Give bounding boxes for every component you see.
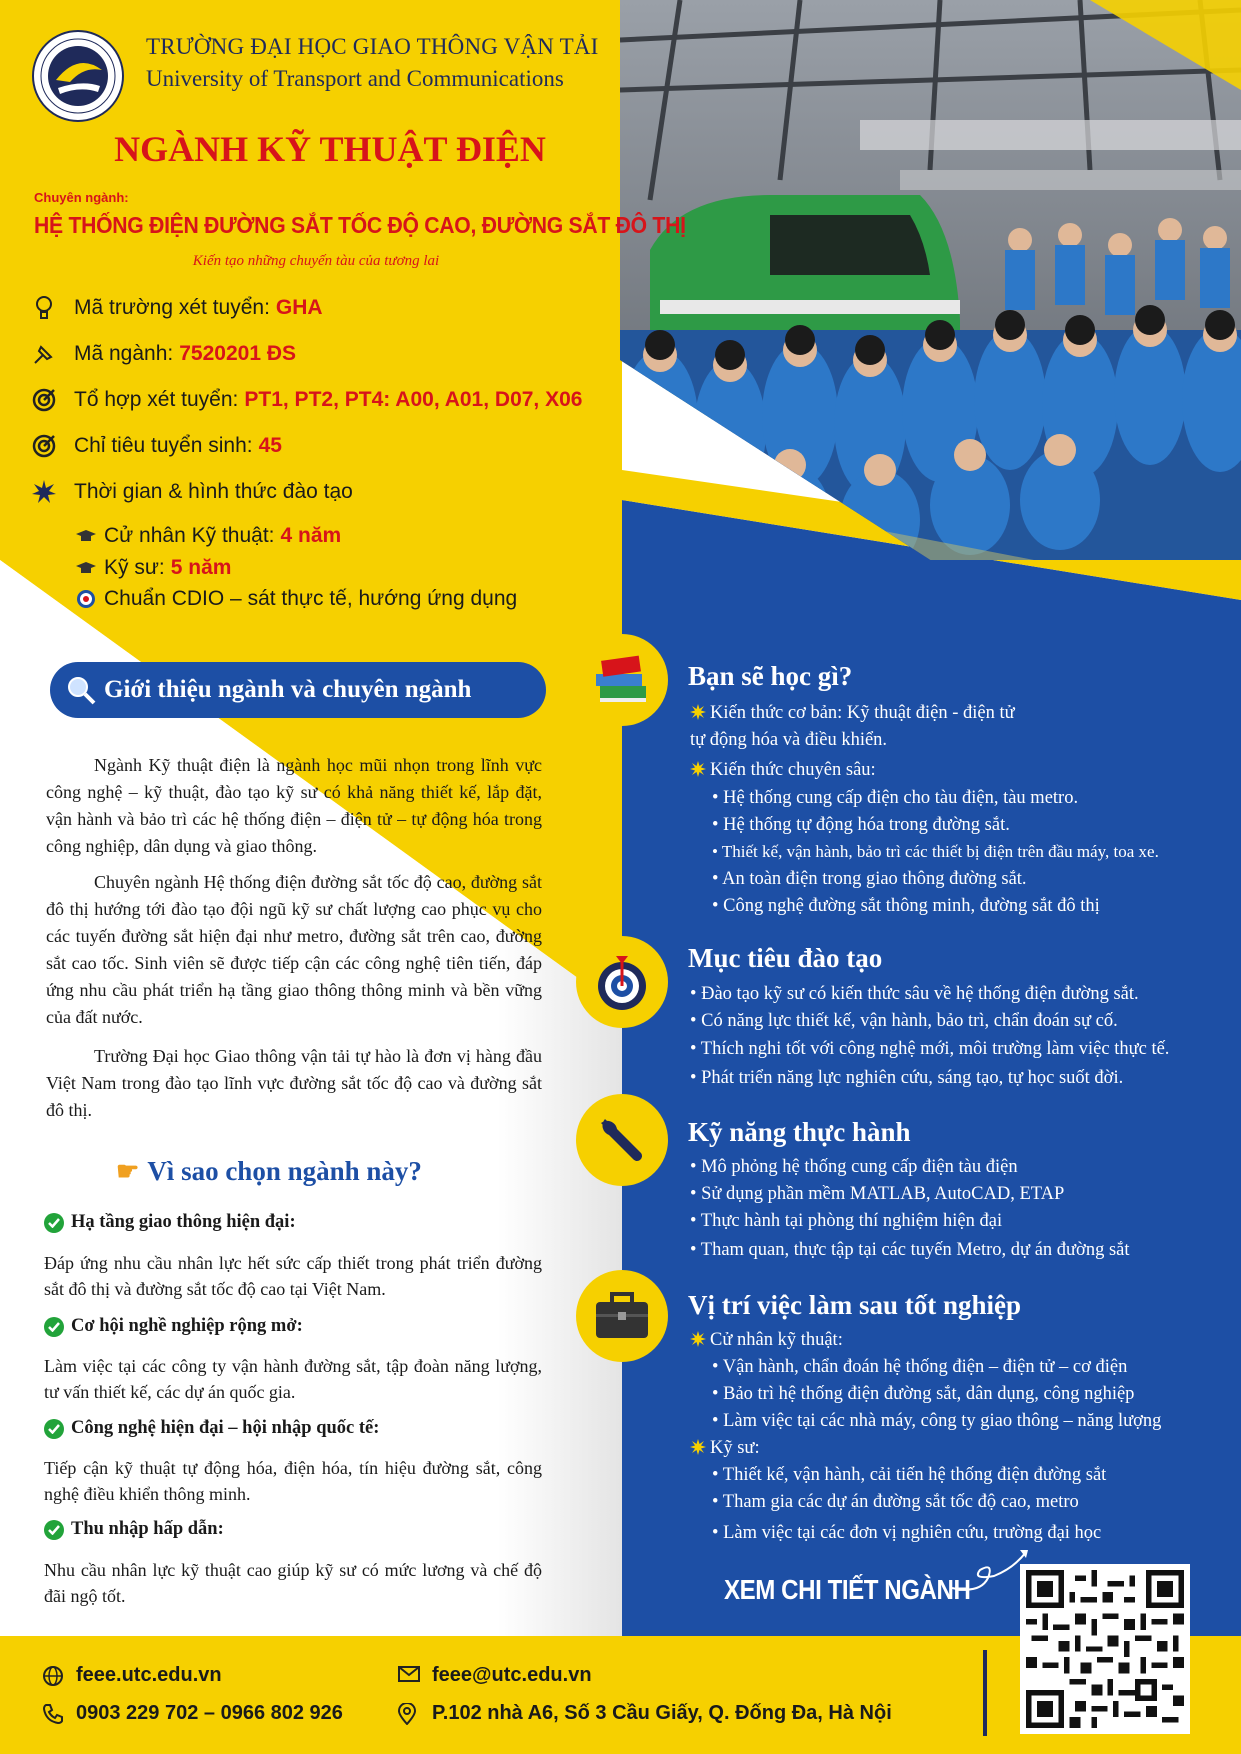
duration-row (30, 478, 353, 506)
school-name-vi: TRƯỜNG ĐẠI HỌC GIAO THÔNG VẬN TẢI (146, 34, 599, 59)
wrench-icon-circle (576, 1094, 668, 1186)
target-icon (30, 386, 58, 414)
learn-item: • Công nghệ đường sắt thông minh, đường sắt đô thị (712, 896, 1100, 916)
major-code-label: Mã ngành: (74, 342, 174, 365)
qr-code-image (1026, 1570, 1184, 1728)
location-pin-icon (398, 1703, 420, 1725)
target-icon (30, 432, 58, 460)
sun-icon (690, 761, 706, 777)
jobs-engineer: Kỹ sư: (690, 1438, 760, 1459)
jobs-item: • Tham gia các dự án đường sắt tốc độ cao, metro (712, 1492, 1079, 1512)
website-link[interactable]: feee.utc.edu.vn (42, 1664, 222, 1687)
check-icon (44, 1213, 64, 1233)
phone-link[interactable]: 0903 229 702 – 0966 802 926 (42, 1702, 343, 1725)
combo-row (30, 386, 582, 414)
engineer-years: 5 năm (170, 556, 232, 579)
why-item-heading: Thu nhập hấp dẫn: (44, 1519, 224, 1540)
jobs-bachelor: Cử nhân kỹ thuật: (690, 1330, 843, 1351)
learn-item: • Hệ thống cung cấp điện cho tàu điện, tàu metro. (712, 788, 1079, 808)
combo-label: Tổ hợp xét tuyển: (74, 388, 239, 411)
check-icon (44, 1317, 64, 1337)
quota-label: Chỉ tiêu tuyển sinh: (74, 434, 253, 457)
qr-code[interactable] (1020, 1564, 1190, 1734)
cdio-text: Chuẩn CDIO – sát thực tế, hướng ứng dụng (104, 587, 518, 610)
skill-item: • Tham quan, thực tập tại các tuyến Metro, dự án đường sắt (690, 1240, 1130, 1260)
specialization-name: HỆ THỐNG ĐIỆN ĐƯỜNG SẮT TỐC ĐỘ CAO, ĐƯỜNG SẮT ĐÔ THỊ (34, 212, 686, 238)
intro-paragraph-2: Chuyên ngành Hệ thống điện đường sắt tốc độ cao, đường sắt đô thị hướng tới đào tạo đội ngũ kỹ sư chất lượng cao phục vụ cho các tuyến đường sắt hiện đại như metro, đường sắt trên cao, đường sắt cao tốc. Sinh viên sẽ được tiếp cận các công nghệ tiên tiến, đáp ứng nhu cầu phát triển hạ tầng giao thông thông minh và bền vững của đất nước. (46, 872, 542, 1027)
goal-item: • Thích nghi tốt với công nghệ mới, môi trường làm việc thực tế. (690, 1039, 1170, 1059)
mail-icon (398, 1665, 420, 1687)
sun-icon (690, 704, 706, 720)
why-title: Vì sao chọn ngành này? (147, 1156, 422, 1186)
duration-label: Thời gian & hình thức đào tạo (74, 480, 353, 503)
major-code-row (30, 340, 296, 368)
learn-basic: Kiến thức cơ bản: Kỹ thuật điện - điện tử (690, 703, 1015, 724)
jobs-item: • Vận hành, chẩn đoán hệ thống điện – điện tử – cơ điện (712, 1357, 1128, 1377)
school-code-label: Mã trường xét tuyển: (74, 296, 270, 319)
email-link[interactable]: feee@utc.edu.vn (398, 1664, 592, 1687)
see-more-link[interactable]: XEM CHI TIẾT NGÀNH (724, 1574, 971, 1605)
school-code-value: GHA (275, 296, 323, 319)
target-icon-circle (576, 936, 668, 1028)
phone-icon (42, 1703, 64, 1725)
why-item-text: Làm việc tại các công ty vận hành đường sắt, tập đoàn năng lượng, tư vấn thiết kế, các dự án quốc gia. (44, 1356, 542, 1402)
curly-arrow-icon (950, 1548, 1030, 1598)
lightbulb-icon (30, 294, 58, 322)
address-text: P.102 nhà A6, Số 3 Cầu Giấy, Q. Đống Đa, Hà Nội (398, 1702, 892, 1725)
bullseye-icon (76, 589, 96, 609)
engineer-row (76, 556, 231, 580)
why-item-heading: Công nghệ hiện đại – hội nhập quốc tế: (44, 1418, 379, 1439)
why-item-text: Đáp ứng nhu cầu nhân lực hết sức cấp thiết trong phát triển đường sắt đô thị và đường sắt tốc độ cao tại Việt Nam. (44, 1253, 542, 1299)
jobs-item: • Làm việc tại các đơn vị nghiên cứu, trường đại học (712, 1523, 1102, 1543)
bachelor-label: Cử nhân Kỹ thuật: (104, 524, 275, 547)
jobs-item: • Làm việc tại các nhà máy, công ty giao thông – năng lượng (712, 1411, 1162, 1431)
graduation-cap-icon (76, 526, 96, 546)
school-code-row (30, 294, 323, 322)
skill-item: • Thực hành tại phòng thí nghiệm hiện đại (690, 1211, 1003, 1231)
star-burst-icon (30, 478, 58, 506)
books-icon (592, 652, 652, 708)
quota-value: 45 (258, 434, 282, 457)
globe-icon (42, 1665, 64, 1687)
goal-item: • Có năng lực thiết kế, vận hành, bảo trì, chẩn đoán sự cố. (690, 1011, 1118, 1031)
school-name-en: University of Transport and Communications (146, 66, 564, 91)
learn-title: Bạn sẽ học gì? (688, 661, 853, 691)
goal-item: • Phát triển năng lực nghiên cứu, sáng tạo, tự học suốt đời. (690, 1068, 1124, 1088)
train-students-photo (620, 0, 1241, 560)
check-icon (44, 1520, 64, 1540)
jobs-item: • Bảo trì hệ thống điện đường sắt, dân dụng, công nghiệp (712, 1384, 1135, 1404)
skills-title: Kỹ năng thực hành (688, 1117, 911, 1147)
intro-title-pill (50, 662, 546, 718)
why-item-text: Nhu cầu nhân lực kỹ thuật cao giúp kỹ sư có mức lương và chế độ đãi ngộ tốt. (44, 1560, 542, 1606)
bachelor-row (76, 524, 341, 548)
major-code-value: 7520201 ĐS (179, 342, 297, 365)
why-item-heading: Hạ tầng giao thông hiện đại: (44, 1212, 296, 1233)
goals-title: Mục tiêu đào tạo (688, 943, 883, 973)
jobs-item: • Thiết kế, vận hành, cải tiến hệ thống điện đường sắt (712, 1465, 1107, 1485)
sun-icon (690, 1439, 706, 1455)
sun-icon (690, 1331, 706, 1347)
why-item-heading: Cơ hội nghề nghiệp rộng mở: (44, 1316, 303, 1337)
why-item-text: Tiếp cận kỹ thuật tự động hóa, điện hóa, tín hiệu đường sắt, công nghệ điều khiển thông minh. (44, 1458, 542, 1504)
slogan: Kiến tạo những chuyến tàu của tương lai (192, 253, 440, 269)
footer-divider (983, 1650, 987, 1736)
learn-basic-cont: tự động hóa và điều khiển. (690, 730, 888, 750)
briefcase-icon (592, 1290, 652, 1342)
pin-icon (30, 340, 58, 368)
intro-paragraph-1: Ngành Kỹ thuật điện là ngành học mũi nhọn trong lĩnh vực công nghệ – kỹ thuật, đào tạo kỹ sư có khả năng thiết kế, lắp đặt, vận hành và bảo trì các hệ thống điện – điện tử – tự động hóa trong công nghiệp, dân dụng và giao thông. (46, 755, 542, 856)
major-title: NGÀNH KỸ THUẬT ĐIỆN (114, 129, 546, 169)
jobs-title: Vị trí việc làm sau tốt nghiệp (688, 1290, 1021, 1320)
dartboard-icon (592, 952, 652, 1012)
quota-row (30, 432, 282, 460)
intro-title: Giới thiệu ngành và chuyên ngành (104, 676, 472, 703)
skill-item: • Mô phỏng hệ thống cung cấp điện tàu điện (690, 1157, 1018, 1177)
why-title-row (116, 1156, 422, 1187)
university-logo (32, 30, 124, 122)
learn-item: • An toàn điện trong giao thông đường sắt. (712, 869, 1027, 889)
goal-item: • Đào tạo kỹ sư có kiến thức sâu về hệ thống điện đường sắt. (690, 984, 1139, 1004)
wrench-icon (593, 1111, 651, 1169)
bachelor-years: 4 năm (280, 524, 342, 547)
combo-value: PT1, PT2, PT4: A00, A01, D07, X06 (244, 388, 583, 411)
engineer-label: Kỹ sư: (104, 556, 165, 579)
specialization-label: Chuyên ngành: (34, 190, 129, 205)
intro-paragraph-3: Trường Đại học Giao thông vận tải tự hào là đơn vị hàng đầu Việt Nam trong đào tạo lĩnh vực đường sắt tốc độ cao và đường sắt đô thị. (46, 1046, 542, 1120)
books-icon-circle (576, 634, 668, 726)
cdio-row (76, 587, 517, 611)
learn-item: • Hệ thống tự động hóa trong đường sắt. (712, 815, 1010, 835)
check-icon (44, 1419, 64, 1439)
graduation-cap-icon (76, 558, 96, 578)
pointing-hand-icon: ☛ (116, 1156, 140, 1186)
briefcase-icon-circle (576, 1270, 668, 1362)
learn-deep: Kiến thức chuyên sâu: (690, 760, 876, 781)
skill-item: • Sử dụng phần mềm MATLAB, AutoCAD, ETAP (690, 1184, 1065, 1204)
learn-item: • Thiết kế, vận hành, bảo trì các thiết bị điện trên đầu máy, toa xe. (712, 842, 1159, 861)
magnifier-icon (66, 675, 96, 705)
